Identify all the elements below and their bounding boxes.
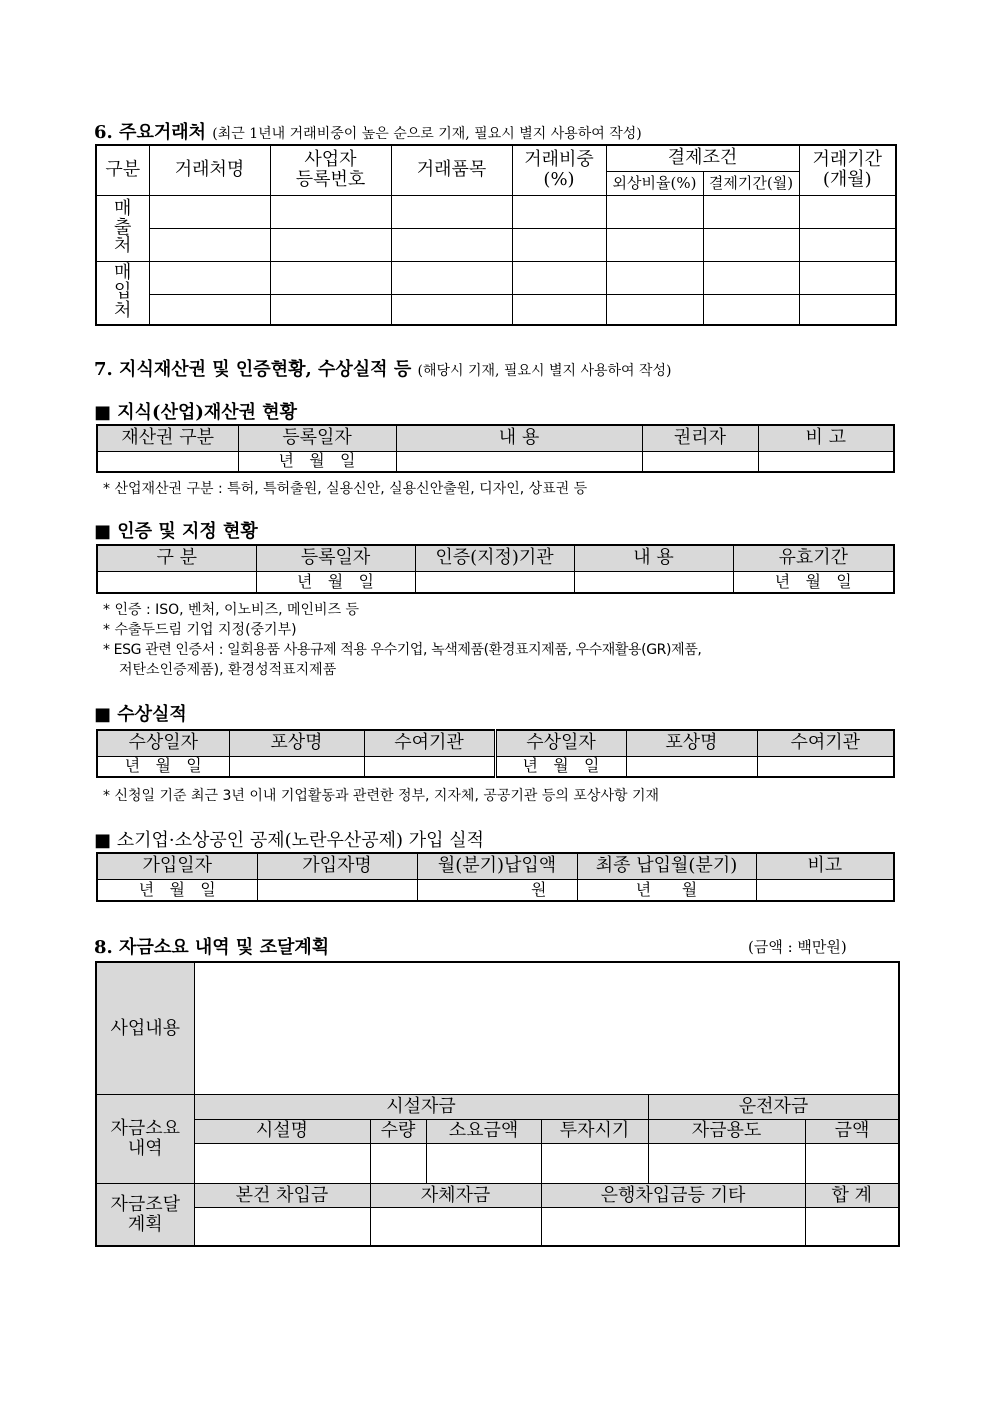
- row-label-sales-2: 출: [114, 216, 132, 238]
- input-cell[interactable]: [257, 879, 417, 901]
- header-total: 합 계: [805, 1184, 899, 1208]
- mutual-month-cell[interactable]: 년 월: [577, 879, 756, 901]
- cert-date-cell[interactable]: 년 월 일: [256, 571, 415, 593]
- ip-header-holder: 권리자: [642, 425, 758, 451]
- row-label-purchase-3: 처: [114, 300, 132, 322]
- ip-date-cell[interactable]: 년 월 일: [238, 451, 396, 472]
- cert-footnote-3: * ESG 관련 인증서 : 일회용품 사용규제 적용 우수기업, 녹색제품(환경표지제품, 우수재활용(GR)제품,: [103, 642, 702, 658]
- biz-content-label: 사업내용: [96, 962, 194, 1095]
- header-period-line2: (개월): [822, 169, 872, 191]
- ip-header-content: 내 용: [396, 425, 642, 451]
- fund-plan-label-line2: 계획: [127, 1213, 163, 1235]
- fund-need-label-line2: 내역: [127, 1138, 163, 1160]
- award-header-date: 수상일자: [97, 730, 229, 756]
- award-header-date-2: 수상일자: [495, 730, 626, 756]
- input-cell[interactable]: [270, 294, 391, 325]
- input-cell[interactable]: [391, 261, 512, 294]
- row-label-sales-3: 처: [114, 235, 132, 257]
- input-cell[interactable]: [799, 294, 896, 325]
- award-date-cell[interactable]: 년 월 일: [97, 756, 229, 777]
- section-7-heading: 7. 지식재산권 및 인증현황, 수상실적 등: [94, 359, 412, 380]
- ip-header-type: 재산권 구분: [97, 425, 238, 451]
- section-6-note: (최근 1년내 거래비중이 높은 순으로 기재, 필요시 별지 사용하여 작성): [212, 126, 642, 142]
- award-header-agency: 수여기관: [364, 730, 495, 756]
- input-cell[interactable]: [97, 451, 238, 472]
- input-cell[interactable]: [541, 1143, 648, 1183]
- mutual-title: ■ 소기업·소상공인 공제(노란우산공제) 가입 실적: [94, 830, 485, 851]
- section-7-title: [94, 355, 672, 381]
- fund-plan-label: [96, 1184, 194, 1246]
- row-label-purchase: [96, 261, 149, 325]
- cert-header-agency: 인증(지정)기관: [415, 545, 574, 571]
- input-cell[interactable]: [703, 261, 799, 294]
- input-cell[interactable]: [642, 451, 758, 472]
- cert-header-content: 내 용: [574, 545, 733, 571]
- ip-table: [96, 424, 895, 473]
- input-cell[interactable]: [391, 294, 512, 325]
- input-cell[interactable]: [805, 1208, 899, 1246]
- award-title: ■ 수상실적: [94, 704, 187, 725]
- header-own-fund: 자체자금: [370, 1184, 541, 1208]
- input-cell[interactable]: [606, 228, 703, 261]
- input-cell[interactable]: [799, 228, 896, 261]
- mutual-header-remark: 비고: [756, 853, 894, 879]
- input-cell[interactable]: [364, 756, 495, 777]
- cert-header-date: 등록일자: [256, 545, 415, 571]
- input-cell[interactable]: [194, 1208, 370, 1246]
- cert-header-type: 구 분: [97, 545, 256, 571]
- input-cell[interactable]: [799, 261, 896, 294]
- input-cell[interactable]: [370, 1208, 541, 1246]
- input-cell[interactable]: [194, 1143, 370, 1183]
- input-cell[interactable]: [391, 228, 512, 261]
- input-cell[interactable]: [512, 294, 606, 325]
- section-6-heading: 6. 주요거래처: [94, 122, 206, 143]
- header-item: 거래품목: [391, 145, 512, 195]
- mutual-date-cell[interactable]: 년 월 일: [97, 879, 257, 901]
- input-cell[interactable]: [758, 451, 894, 472]
- header-fund-use: 자금용도: [648, 1119, 805, 1143]
- input-cell[interactable]: [574, 571, 733, 593]
- input-cell[interactable]: [97, 571, 256, 593]
- input-cell[interactable]: [149, 195, 270, 228]
- header-client-name: 거래처명: [149, 145, 270, 195]
- input-cell[interactable]: [512, 195, 606, 228]
- header-credit-ratio: 외상비율(%): [606, 171, 703, 195]
- header-biz-number: [270, 145, 391, 195]
- award-header-name-2: 포상명: [626, 730, 757, 756]
- section-6-title: [94, 118, 642, 144]
- mutual-header-name: 가입자명: [257, 853, 417, 879]
- input-cell[interactable]: [415, 571, 574, 593]
- input-cell[interactable]: [606, 261, 703, 294]
- input-cell[interactable]: [606, 195, 703, 228]
- header-required-amount: 소요금액: [426, 1119, 541, 1143]
- input-cell[interactable]: [512, 228, 606, 261]
- ip-footnote: * 산업재산권 구분 : 특허, 특허출원, 실용신안, 실용신안출원, 디자인, 상표권 등: [103, 481, 588, 497]
- input-cell[interactable]: [396, 451, 642, 472]
- section-8-title: 8. 자금소요 내역 및 조달계획: [94, 937, 330, 958]
- input-cell[interactable]: [757, 756, 894, 777]
- row-label-sales: [96, 195, 149, 261]
- unit-note: (금액 : 백만원): [748, 938, 847, 956]
- header-biz-number-line2: 등록번호: [295, 169, 366, 191]
- input-cell[interactable]: [703, 294, 799, 325]
- input-cell[interactable]: [805, 1143, 899, 1183]
- header-ratio-line2: (%): [543, 169, 575, 191]
- fund-need-label-line1: 자금소요: [110, 1118, 181, 1140]
- section-7-note: (해당시 기재, 필요시 별지 사용하여 작성): [417, 363, 672, 379]
- header-invest-time: 투자시기: [541, 1119, 648, 1143]
- input-cell[interactable]: [703, 228, 799, 261]
- input-cell[interactable]: [270, 195, 391, 228]
- input-cell[interactable]: [541, 1208, 805, 1246]
- ip-header-remark: 비 고: [758, 425, 894, 451]
- cert-footnote-4: 저탄소인증제품), 환경성적표지제품: [119, 662, 337, 678]
- input-cell[interactable]: [270, 228, 391, 261]
- header-loan: 본건 차입금: [194, 1184, 370, 1208]
- header-quantity: 수량: [370, 1119, 426, 1143]
- input-cell[interactable]: [703, 195, 799, 228]
- cert-table: [96, 544, 895, 594]
- fund-table: [95, 961, 900, 1247]
- input-cell[interactable]: [270, 261, 391, 294]
- mutual-header-last-month: 최종 납입월(분기): [577, 853, 756, 879]
- header-ratio-line1: 거래비중: [524, 149, 594, 171]
- mutual-header-date: 가입일자: [97, 853, 257, 879]
- award-header-name: 포상명: [229, 730, 364, 756]
- header-payment-term: 결제기간(월): [703, 171, 799, 195]
- header-period-line1: 거래기간: [812, 149, 883, 171]
- cert-title: ■ 인증 및 지정 현황: [94, 521, 258, 542]
- header-period: [799, 145, 896, 195]
- input-cell[interactable]: [606, 294, 703, 325]
- row-label-purchase-1: 매: [114, 262, 132, 284]
- award-date-cell-2[interactable]: 년 월 일: [495, 756, 626, 777]
- mutual-table: [96, 852, 895, 902]
- input-cell[interactable]: [648, 1143, 805, 1183]
- row-label-purchase-2: 입: [114, 281, 132, 303]
- input-cell[interactable]: [756, 879, 894, 901]
- major-clients-table: [95, 144, 897, 326]
- input-cell[interactable]: [149, 261, 270, 294]
- cert-footnote-1: * 인증 : ISO, 벤처, 이노비즈, 메인비즈 등: [103, 602, 360, 618]
- header-gubun: 구분: [96, 145, 149, 195]
- input-cell[interactable]: [370, 1143, 426, 1183]
- header-ratio: [512, 145, 606, 195]
- cert-header-validity: 유효기간: [733, 545, 894, 571]
- working-fund-header: 운전자금: [648, 1095, 899, 1119]
- header-facility-name: 시설명: [194, 1119, 370, 1143]
- mutual-amount-cell[interactable]: [417, 879, 577, 901]
- award-footnote: * 신청일 기준 최근 3년 이내 기업활동과 관련한 정부, 지자체, 공공기관 등의 포상사항 기재: [103, 788, 659, 804]
- cert-validity-cell[interactable]: 년 월 일: [733, 571, 894, 593]
- ip-header-date: 등록일자: [238, 425, 396, 451]
- award-header-agency-2: 수여기관: [757, 730, 894, 756]
- input-cell[interactable]: [391, 195, 512, 228]
- input-cell[interactable]: [426, 1143, 541, 1183]
- header-payment: 결제조건: [606, 145, 799, 171]
- input-cell[interactable]: [799, 195, 896, 228]
- cert-footnote-2: * 수출두드림 기업 지정(중기부): [103, 622, 297, 638]
- header-bank-loan-etc: 은행차입금등 기타: [541, 1184, 805, 1208]
- ip-title: ■ 지식(산업)재산권 현황: [94, 402, 298, 423]
- won-unit: 원: [531, 879, 547, 899]
- input-cell[interactable]: [149, 228, 270, 261]
- facility-fund-header: 시설자금: [194, 1095, 648, 1119]
- input-cell[interactable]: [229, 756, 364, 777]
- fund-need-label: [96, 1095, 194, 1184]
- biz-content-input[interactable]: [194, 962, 899, 1095]
- header-amount: 금액: [805, 1119, 899, 1143]
- mutual-header-amount: 월(분기)납입액: [417, 853, 577, 879]
- row-label-sales-1: 매: [114, 197, 132, 219]
- fund-plan-label-line1: 자금조달: [110, 1193, 181, 1215]
- header-biz-number-line1: 사업자: [304, 149, 357, 171]
- input-cell[interactable]: [512, 261, 606, 294]
- award-table: [96, 729, 895, 778]
- input-cell[interactable]: [149, 294, 270, 325]
- input-cell[interactable]: [626, 756, 757, 777]
